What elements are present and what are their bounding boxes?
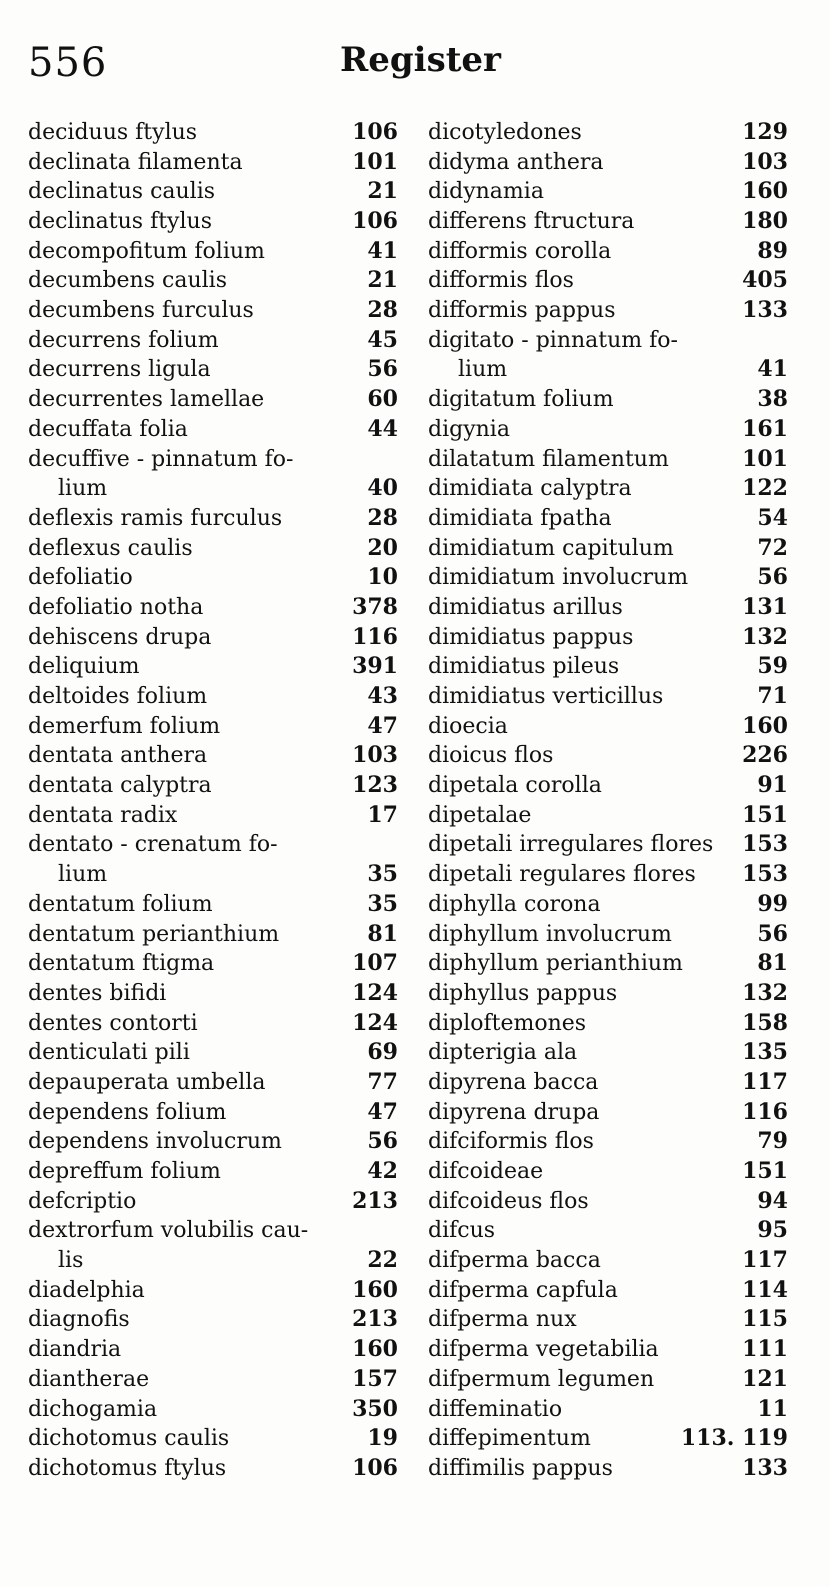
page-reference: 116 [742, 1098, 788, 1125]
page-reference: 11 [757, 1395, 788, 1422]
index-term: diagnofis [28, 1307, 130, 1333]
index-entry [428, 652, 788, 682]
index-entry [28, 890, 398, 920]
page-reference: 101 [352, 148, 398, 175]
index-entry [428, 415, 788, 445]
index-entry [28, 237, 398, 267]
page-reference: 226 [742, 742, 788, 769]
index-entry [428, 979, 788, 1009]
index-entry [28, 148, 398, 178]
index-entry [428, 949, 788, 979]
index-entry [428, 623, 788, 653]
index-term: dentatum ftigma [28, 951, 215, 977]
index-term: deltoides folium [28, 684, 208, 710]
index-entry [428, 1038, 788, 1068]
index-entry [428, 593, 788, 623]
index-term: deflexus caulis [28, 535, 193, 561]
index-entry [28, 356, 398, 386]
index-entry [428, 1157, 788, 1187]
page-reference: 151 [742, 1158, 788, 1185]
page-reference: 28 [367, 504, 398, 531]
page-reference: 133 [742, 297, 788, 324]
index-entry [28, 1038, 398, 1068]
index-entry [428, 890, 788, 920]
page-reference: 35 [367, 890, 398, 917]
index-entry [28, 1424, 398, 1454]
index-term: diphyllum perianthium [428, 951, 683, 977]
index-term: dentata anthera [28, 743, 208, 769]
index-term: decuffive - pinnatum fo- [28, 446, 294, 472]
page-reference: 111 [742, 1336, 788, 1363]
index-term: diploftemones [428, 1010, 587, 1036]
page-reference: 132 [742, 623, 788, 650]
index-entry [28, 1157, 398, 1187]
index-term: dentatum folium [28, 891, 213, 917]
index-term: dextrorfum volubilis cau- [28, 1218, 309, 1244]
index-entry [28, 1276, 398, 1306]
index-entry [28, 1306, 398, 1336]
index-entry [28, 1127, 398, 1157]
index-term: diphyllum involucrum [428, 921, 672, 947]
index-term: dipetali irregulares flores [428, 832, 714, 858]
index-term: dimidiatum capitulum [428, 535, 674, 561]
index-term: decumbens furculus [28, 298, 254, 324]
index-term: dependens folium [28, 1099, 227, 1125]
page-reference: 158 [742, 1009, 788, 1036]
index-term: lium [58, 862, 108, 888]
index-entry [28, 118, 398, 148]
index-term: difpermum legumen [428, 1366, 655, 1392]
page-reference: 117 [742, 1247, 788, 1274]
index-term: dipetala corolla [428, 773, 602, 799]
index-entry [28, 534, 398, 564]
page-reference: 157 [352, 1365, 398, 1392]
index-entry [428, 296, 788, 326]
index-entry [28, 1335, 398, 1365]
index-term: dependens involucrum [28, 1129, 282, 1155]
index-term: dimidiatum involucrum [428, 565, 689, 591]
index-term: dimidiatus verticillus [428, 684, 664, 710]
index-term: dipyrena drupa [428, 1099, 600, 1125]
index-entry [428, 1068, 788, 1098]
page-reference: 22 [367, 1247, 398, 1274]
page-reference: 133 [742, 1454, 788, 1481]
page-reference: 56 [367, 356, 398, 383]
page-reference: 350 [352, 1395, 398, 1422]
index-entry [28, 741, 398, 771]
index-entry [28, 712, 398, 742]
index-term: dilatatum filamentum [428, 446, 669, 472]
index-term: diphyllus pappus [428, 980, 618, 1006]
index-entry [28, 504, 398, 534]
page-reference: 391 [352, 653, 398, 680]
index-entry [28, 801, 398, 831]
index-term: diffepimentum [428, 1426, 591, 1452]
page-reference: 20 [367, 534, 398, 561]
index-entry [428, 563, 788, 593]
index-entry [428, 801, 788, 831]
index-term: depreffum folium [28, 1159, 221, 1185]
index-entry [428, 741, 788, 771]
index-entry [428, 1424, 788, 1454]
page-reference: 160 [352, 1336, 398, 1363]
page-reference: 60 [367, 386, 398, 413]
page-reference: 405 [742, 267, 788, 294]
index-entry [428, 771, 788, 801]
index-entry [428, 1395, 788, 1425]
index-term: dipetalae [428, 802, 532, 828]
index-term: dipyrena bacca [428, 1069, 599, 1095]
index-term: dioecia [428, 713, 508, 739]
index-entry [28, 979, 398, 1009]
index-entry [28, 771, 398, 801]
index-entry [28, 1246, 398, 1276]
index-term: diadelphia [28, 1277, 145, 1303]
index-entry [28, 652, 398, 682]
index-entry [428, 682, 788, 712]
index-term: dentato - crenatum fo- [28, 832, 278, 858]
page-reference: 41 [367, 237, 398, 264]
index-term: digitato - pinnatum fo- [428, 327, 678, 353]
page-reference: 79 [757, 1128, 788, 1155]
index-term: dicotyledones [428, 119, 582, 145]
page-reference: 56 [757, 564, 788, 591]
page-reference: 69 [367, 1039, 398, 1066]
page-reference: 47 [367, 712, 398, 739]
index-term: diffeminatio [428, 1396, 563, 1422]
index-term: difperma nux [428, 1307, 577, 1333]
index-entry [28, 949, 398, 979]
index-entry [428, 474, 788, 504]
page-reference: 161 [742, 415, 788, 442]
page-reference: 135 [742, 1039, 788, 1066]
index-term: depauperata umbella [28, 1069, 266, 1095]
page-reference: 59 [757, 653, 788, 680]
page-reference: 43 [367, 683, 398, 710]
index-term: dentata radix [28, 802, 178, 828]
index-entry [28, 1395, 398, 1425]
index-term: dipterigia ala [428, 1040, 578, 1066]
page-reference: 40 [367, 475, 398, 502]
page-reference: 115 [742, 1306, 788, 1333]
index-entry [428, 445, 788, 475]
index-entry [28, 177, 398, 207]
index-entry [28, 682, 398, 712]
page-reference: 101 [742, 445, 788, 472]
index-term: decurrentes lamellae [28, 387, 265, 413]
page-reference: 160 [742, 712, 788, 739]
index-entry [28, 1098, 398, 1128]
page-reference: 10 [367, 564, 398, 591]
index-entry [428, 177, 788, 207]
index-term: declinatus caulis [28, 179, 216, 205]
index-entry [428, 356, 788, 386]
page-reference: 89 [757, 237, 788, 264]
page-reference: 153 [742, 831, 788, 858]
index-term: difformis corolla [428, 238, 612, 264]
page-reference: 91 [757, 772, 788, 799]
index-entry [428, 1127, 788, 1157]
page-reference: 117 [742, 1068, 788, 1095]
index-term: digynia [428, 416, 510, 442]
page-reference: 19 [367, 1425, 398, 1452]
index-entry [28, 1216, 398, 1246]
index-term: dentes contorti [28, 1010, 198, 1036]
index-term: difperma capfula [428, 1277, 618, 1303]
page-reference: 81 [757, 950, 788, 977]
index-term: dimidiatus pileus [428, 654, 620, 680]
index-term: dentatum perianthium [28, 921, 280, 947]
index-term: didyma anthera [428, 149, 604, 175]
index-term: lium [458, 357, 508, 383]
index-entry [428, 1098, 788, 1128]
page-reference: 122 [742, 475, 788, 502]
page-reference: 213 [352, 1187, 398, 1214]
page-reference: 107 [352, 950, 398, 977]
page-reference: 151 [742, 801, 788, 828]
page-reference: 113. 119 [680, 1425, 788, 1452]
index-entry [428, 207, 788, 237]
index-term: dimidiatus pappus [428, 624, 634, 650]
page-reference: 47 [367, 1098, 398, 1125]
index-term: digitatum folium [428, 387, 614, 413]
index-entry [428, 148, 788, 178]
page-reference: 131 [742, 593, 788, 620]
index-entry [428, 860, 788, 890]
index-term: declinatus ftylus [28, 209, 212, 235]
page-reference: 28 [367, 297, 398, 324]
page-reference: 72 [757, 534, 788, 561]
page-title: Register [340, 40, 501, 80]
page-reference: 123 [352, 772, 398, 799]
page-reference: 114 [742, 1276, 788, 1303]
page-reference: 38 [757, 386, 788, 413]
index-term: defoliatio [28, 565, 133, 591]
index-term: denticulati pili [28, 1040, 190, 1066]
page-reference: 116 [352, 623, 398, 650]
index-entry [428, 1276, 788, 1306]
page-reference: 106 [352, 1454, 398, 1481]
index-entry [28, 266, 398, 296]
page-reference: 124 [352, 1009, 398, 1036]
index-term: difperma vegetabilia [428, 1337, 659, 1363]
index-entry [428, 1009, 788, 1039]
index-term: lium [58, 476, 108, 502]
page-reference: 71 [757, 683, 788, 710]
index-term: dimidiatus arillus [428, 594, 623, 620]
index-entry [28, 1454, 398, 1484]
index-term: difperma bacca [428, 1248, 601, 1274]
index-term: differens ftructura [428, 209, 635, 235]
index-entry [428, 831, 788, 861]
index-entry [28, 326, 398, 356]
index-entry [28, 623, 398, 653]
index-entry [428, 712, 788, 742]
index-term: decurrens ligula [28, 357, 211, 383]
index-entry [428, 1246, 788, 1276]
index-entry [428, 1335, 788, 1365]
index-term: declinata filamenta [28, 149, 243, 175]
index-entry [428, 237, 788, 267]
index-term: diandria [28, 1337, 122, 1363]
page-reference: 121 [742, 1365, 788, 1392]
index-term: dichotomus caulis [28, 1426, 230, 1452]
page-reference: 42 [367, 1158, 398, 1185]
index-entry [28, 207, 398, 237]
index-entry [28, 1009, 398, 1039]
index-entry [28, 296, 398, 326]
index-term: deciduus ftylus [28, 119, 198, 145]
index-column-left [28, 118, 398, 1484]
index-term: dichotomus ftylus [28, 1455, 227, 1481]
index-term: deflexis ramis furculus [28, 505, 283, 531]
index-entry [428, 504, 788, 534]
index-term: dioicus flos [428, 743, 554, 769]
index-term: difcoideus flos [428, 1188, 589, 1214]
index-entry [28, 474, 398, 504]
index-entry [28, 831, 398, 861]
page-reference: 129 [742, 118, 788, 145]
index-entry [28, 1187, 398, 1217]
index-entry [28, 920, 398, 950]
page-reference: 94 [757, 1187, 788, 1214]
index-term: dimidiata fpatha [428, 505, 612, 531]
index-term: decuffata folia [28, 416, 188, 442]
index-entry [28, 860, 398, 890]
page-reference: 95 [757, 1217, 788, 1244]
page-reference: 103 [742, 148, 788, 175]
page-reference: 54 [757, 504, 788, 531]
index-entry [28, 1365, 398, 1395]
page-number: 556 [28, 40, 108, 86]
page-reference: 103 [352, 742, 398, 769]
page-reference: 17 [367, 801, 398, 828]
page-reference: 106 [352, 208, 398, 235]
index-term: dichogamia [28, 1396, 158, 1422]
index-term: lis [58, 1248, 84, 1274]
index-term: diffimilis pappus [428, 1455, 613, 1481]
index-term: dehiscens drupa [28, 624, 212, 650]
index-entry [28, 1068, 398, 1098]
index-term: didynamia [428, 179, 544, 205]
page-reference: 35 [367, 861, 398, 888]
page-reference: 77 [367, 1068, 398, 1095]
index-term: difformis pappus [428, 298, 616, 324]
index-entry [28, 385, 398, 415]
index-entry [428, 385, 788, 415]
index-entry [428, 266, 788, 296]
page-reference: 56 [367, 1128, 398, 1155]
index-entry [428, 1454, 788, 1484]
index-term: defoliatio notha [28, 594, 204, 620]
index-term: diantherae [28, 1366, 150, 1392]
index-entry [428, 326, 788, 356]
index-entry [428, 1306, 788, 1336]
index-term: difciformis flos [428, 1129, 594, 1155]
index-entry [428, 1365, 788, 1395]
index-term: difformis flos [428, 268, 574, 294]
index-term: diphylla corona [428, 891, 601, 917]
page-reference: 160 [352, 1276, 398, 1303]
index-entry [428, 1216, 788, 1246]
page-reference: 378 [352, 593, 398, 620]
page-reference: 21 [367, 178, 398, 205]
index-entry [28, 563, 398, 593]
index-entry [428, 1187, 788, 1217]
index-term: difcus [428, 1218, 496, 1244]
page-reference: 153 [742, 861, 788, 888]
index-term: demerfum folium [28, 713, 221, 739]
page-reference: 21 [367, 267, 398, 294]
index-entry [428, 920, 788, 950]
index-term: dimidiata calyptra [428, 476, 632, 502]
page-reference: 106 [352, 118, 398, 145]
page-reference: 160 [742, 178, 788, 205]
index-entry [28, 415, 398, 445]
index-term: decurrens folium [28, 327, 219, 353]
index-term: dipetali regulares flores [428, 862, 696, 888]
index-entry [428, 118, 788, 148]
index-term: decompofitum folium [28, 238, 265, 264]
index-entry [28, 593, 398, 623]
index-term: defcriptio [28, 1188, 137, 1214]
index-entry [28, 445, 398, 475]
page-reference: 41 [757, 356, 788, 383]
index-entry [428, 534, 788, 564]
page-reference: 213 [352, 1306, 398, 1333]
index-term: dentes bifidi [28, 980, 167, 1006]
index-term: deliquium [28, 654, 140, 680]
page-reference: 81 [367, 920, 398, 947]
page-reference: 44 [367, 415, 398, 442]
page-reference: 56 [757, 920, 788, 947]
index-term: dentata calyptra [28, 773, 212, 799]
index-term: difcoideae [428, 1159, 544, 1185]
page-reference: 124 [352, 979, 398, 1006]
page-reference: 180 [742, 208, 788, 235]
page-reference: 132 [742, 979, 788, 1006]
index-term: decumbens caulis [28, 268, 227, 294]
page-reference: 45 [367, 326, 398, 353]
index-column-right [428, 118, 788, 1484]
page-reference: 99 [757, 890, 788, 917]
